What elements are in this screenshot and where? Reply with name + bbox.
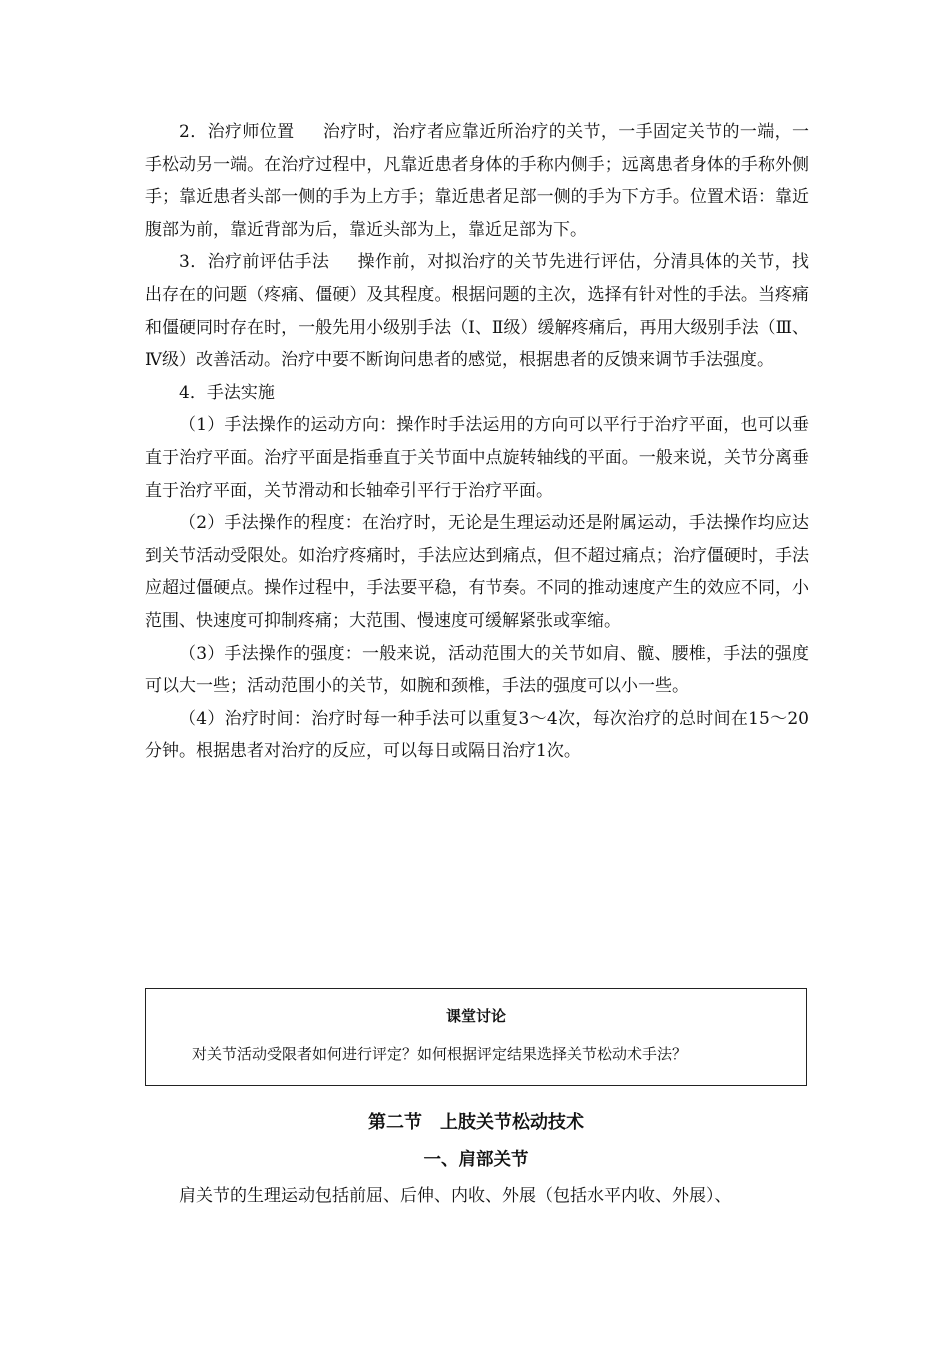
paragraph-lead: 2．治疗师位置 — [179, 122, 295, 142]
section-title: 第二节 上肢关节松动技术 — [368, 1112, 584, 1133]
paragraph-shoulder-intro: 肩关节的生理运动包括前屈、后伸、内收、外展（包括水平内收、外展）、 — [179, 1186, 732, 1206]
paragraph-duration: （4）治疗时间：治疗时每一种手法可以重复3～4次，每次治疗的总时间在15～20分钟。根据患者对治疗的反应，可以每日或隔日治疗1次。 — [145, 708, 809, 762]
paragraph-pre-assessment — [145, 246, 809, 376]
paragraph-therapist-position — [145, 116, 809, 246]
subsection-title: 一、肩部关节 — [423, 1150, 529, 1170]
paragraph-degree: （2）手法操作的程度：在治疗时，无论是生理运动还是附属运动，手法操作均应达到关节活动受限处。如治疗疼痛时，手法应达到痛点，但不超过痛点；治疗僵硬时，手法应超过僵硬点。操作过程中，手法要平稳，有节奏。不同的推动速度产生的效应不同，小范围、快速度可抑制疼痛；大范围、慢速度可缓解紧张或挛缩。 — [145, 513, 809, 631]
paragraph-body: 操作前，对拟治疗的关节先进行评估，分清具体的关节，找出存在的问题（疼痛、僵硬）及其程度。根据问题的主次，选择有针对性的手法。当疼痛和僵硬同时存在时，一般先用小级别手法（Ⅰ、Ⅱ级）缓解疼痛后，再用大级别手法（Ⅲ、Ⅳ级）改善活动。治疗中要不断询问患者的感觉，根据患者的反馈来调节手法强度。 — [145, 252, 809, 371]
paragraph-body: 治疗时，治疗者应靠近所治疗的关节，一手固定关节的一端，一手松动另一端。在治疗过程中，凡靠近患者身体的手称内侧手；远离患者身体的手称外侧手；靠近患者头部一侧的手为上方手；靠近患者足部一侧的手为下方手。位置术语：靠近腹部为前，靠近背部为后，靠近头部为上，靠近足部为下。 — [145, 122, 809, 240]
paragraph-intensity: （3）手法操作的强度：一般来说，活动范围大的关节如肩、髋、腰椎，手法的强度可以大一些；活动范围小的关节，如腕和颈椎，手法的强度可以小一些。 — [145, 643, 809, 697]
discussion-question: 对关节活动受限者如何进行评定？如何根据评定结果选择关节松动术手法？ — [192, 1045, 688, 1063]
discussion-box — [145, 988, 807, 1086]
discussion-title: 课堂讨论 — [445, 1007, 506, 1025]
paragraph-direction: （1）手法操作的运动方向：操作时手法运用的方向可以平行于治疗平面，也可以垂直于治疗平面。治疗平面是指垂直于关节面中点旋转轴线的平面。一般来说，关节分离垂直于治疗平面，关节滑动和长轴牵引平行于治疗平面。 — [145, 415, 809, 501]
paragraph-lead: 3．治疗前评估手法 — [179, 252, 330, 273]
body-text — [145, 116, 809, 768]
paragraph-heading-technique: 4．手法实施 — [179, 382, 275, 403]
